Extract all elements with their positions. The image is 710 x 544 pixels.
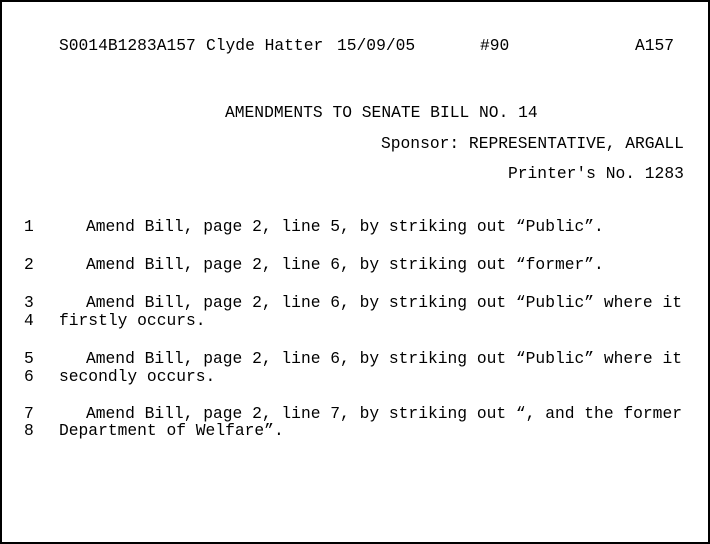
- amendment-text: Amend Bill, page 2, line 6, by striking out “Public” where it: [86, 293, 682, 312]
- line-number: 1: [24, 217, 34, 236]
- amendment-text: Amend Bill, page 2, line 6, by striking out “Public” where it: [86, 349, 682, 368]
- amendment-text: firstly occurs.: [59, 311, 206, 330]
- body-line: [2, 312, 708, 330]
- body-line: [2, 422, 708, 440]
- body-line: [2, 350, 708, 368]
- amendment-text: Department of Welfare”.: [59, 421, 284, 440]
- line-number: 7: [24, 404, 34, 423]
- header-amendment-ref: A157: [635, 36, 675, 55]
- body-line: [2, 218, 708, 236]
- amendment-text: secondly occurs.: [59, 367, 216, 386]
- line-number: 6: [24, 367, 34, 386]
- body-line: [2, 368, 708, 386]
- body-line: [2, 294, 708, 312]
- header-code: S0014B1283A157: [59, 36, 196, 55]
- body-line: [2, 256, 708, 274]
- line-number: 4: [24, 311, 34, 330]
- header-drafter-name: Clyde Hatter: [206, 36, 324, 55]
- amendment-text: Amend Bill, page 2, line 6, by striking out “former”.: [86, 255, 604, 274]
- sponsor-line: Sponsor: REPRESENTATIVE, ARGALL: [381, 134, 684, 153]
- line-number: 2: [24, 255, 34, 274]
- amendment-text: Amend Bill, page 2, line 5, by striking out “Public”.: [86, 217, 604, 236]
- printers-number-line: Printer's No. 1283: [508, 164, 684, 183]
- header-sequence-number: #90: [480, 36, 510, 55]
- header-date: 15/09/05: [337, 36, 416, 55]
- line-number: 8: [24, 421, 34, 440]
- line-number: 5: [24, 349, 34, 368]
- document-title: AMENDMENTS TO SENATE BILL NO. 14: [225, 103, 538, 122]
- amendment-text: Amend Bill, page 2, line 7, by striking out “, and the former: [86, 404, 682, 423]
- line-number: 3: [24, 293, 34, 312]
